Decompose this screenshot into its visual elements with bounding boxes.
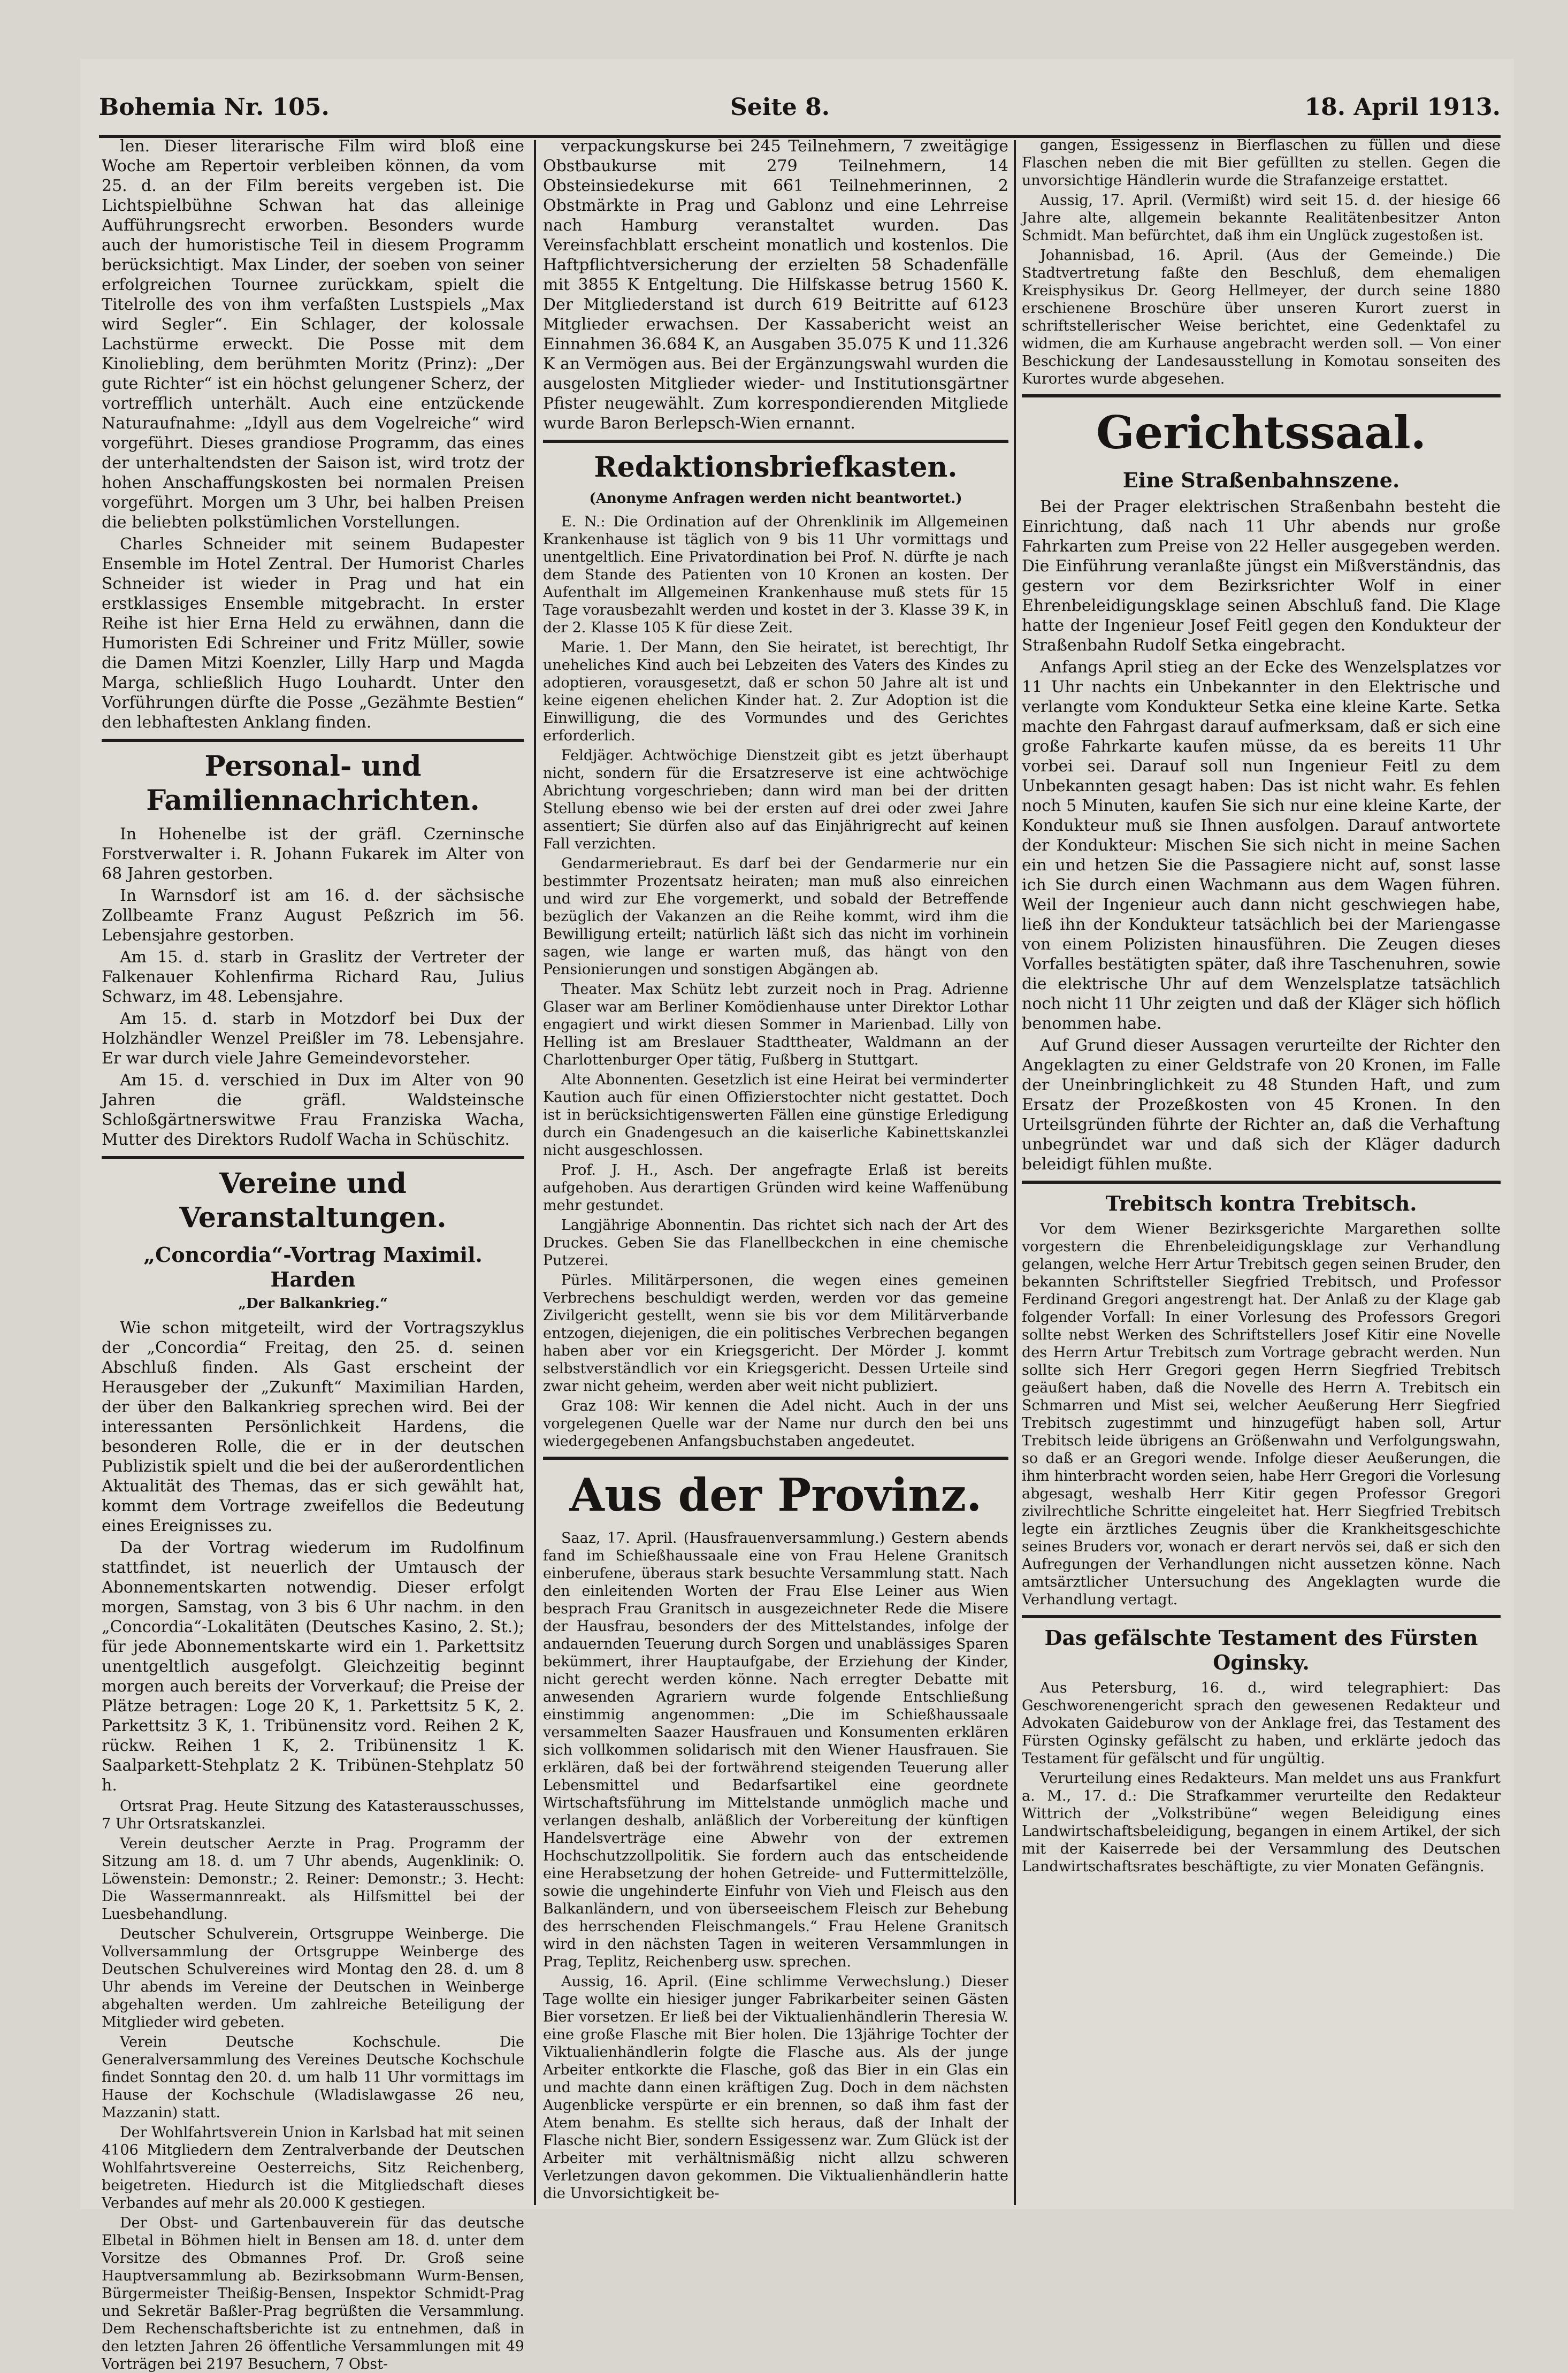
- article-heading-oginsky: Das gefälschte Testament des Fürsten Oginsky.: [1044, 1626, 1478, 1674]
- section-divider: [102, 739, 524, 742]
- masthead-issue: Bohemia Nr. 105.: [99, 94, 330, 121]
- article-subheading-concordia: „Der Balkankrieg.“: [238, 1296, 388, 1312]
- paragraph: Anfangs April stieg an der Ecke des Wenzelsplatzes vor 11 Uhr nachts ein Unbekannter in den Elektrische und verlangte vom Kondukteur Setka eine kleine Karte. Setka machte den Fahrgast darauf aufmerksam, daß er sich eine große Fahrkarte kaufen müsse, da es bereits 11 Uhr vorbei sei. Darauf soll nun Ingenieur Feitl zu dem Unbekannten gesagt haben: Das ist nicht wahr. Es fehlen noch 5 Minuten, kaufen Sie sich nur eine kleine Karte, der Kondukteur muß sie Ihnen ausfolgen. Darauf antwortete der Kondukteur: Mischen Sie sich nicht in meine Sachen ein und hetzen Sie die Passagiere nicht auf, sonst lasse ich Sie durch einen Wachmann aus dem Wagen führen. Weil der Ingenieur auch dann nicht geschwiegen habe, ließ ihn der Kondukteur tatsächlich bei der Mariengasse von einem Polizisten hinausführen. Die Zeugen dieses Vorfalles bestätigten später, daß ihre Taschenuhren, sowie die elektrische Uhr auf dem Wenzelsplatze tatsächlich noch nicht 11 Uhr zeigten und daß der Kläger sich höflich benommen habe.: [1022, 658, 1501, 1033]
- paragraph: Saaz, 17. April. (Hausfrauenversammlung.) Gestern abends fand im Schießhaussaale eine von Frau Helene Granitsch einberufene, überaus stark besuchte Versammlung statt. Nach den einleitenden Worten der Frau Else Leiner aus Wien besprach Frau Granitsch in ausgezeichneter Rede die Misere der Hausfrau, besonders der des Mittelstandes, infolge der andauernden Teuerung durch Sorgen und unablässiges Sparen bekümmert, ihrer Hauptaufgabe, der Erziehung der Kinder, nicht gerecht werden könne. Nach erregter Debatte mit anwesenden Agrariern wurde folgende Entschließung einstimmig angenommen: „Die im Schießhaussaale versammelten Saazer Hausfrauen und Konsumenten erklären sich vollkommen solidarisch mit den Wiener Hausfrauen. Sie erklären, daß bei der fortwährend steigenden Teuerung aller Lebensmittel und Bedarfsartikel eine geordnete Wirtschaftsführung im Mittelstande unmöglich mache und verlangen deshalb, anläßlich der Vorbereitung der künftigen Handelsverträge eine Abwehr von der extremen Hochschutzzollpolitik. Sie fordern auch das entscheidende eine Herabsetzung der hohen Getreide- und Futtermittelzölle, sowie die ungehinderte Einfuhr von Vieh und Fleisch aus den Balkanländern, und von überseeischem Fleisch zur Behebung des herrschenden Fleischmangels.“ Frau Helene Granitsch wird in den nächsten Tagen in weiteren Versammlungen in Prag, Teplitz, Reichenberg usw. sprechen.: [543, 1530, 1008, 1970]
- notice-item: Ortsrat Prag. Heute Sitzung des Katasterausschusses, 7 Uhr Ortsratskanzlei.: [102, 1798, 524, 1832]
- paragraph: Charles Schneider mit seinem Budapester Ensemble im Hotel Zentral. Der Humorist Charles Schneider ist wieder in Prag und hat ein erstklassiges Ensemble mitgebracht. In erster Reihe ist hier Erna Held zu erwähnen, dann die Humoristen Edi Schreiner und Fritz Müller, sowie die Damen Mitzi Koenzler, Lilly Harp und Magda Marga, schließlich Hugo Louhardt. Unter den Vorführungen dürfte die Posse „Gezähmte Bestien“ den lebhaftesten Anklang finden.: [102, 535, 524, 732]
- paragraph: In Warnsdorf ist am 16. d. der sächsische Zollbeamte Franz August Peßzrich im 56. Lebensjahre gestorben.: [102, 886, 524, 945]
- notice-item: Deutscher Schulverein, Ortsgruppe Weinberge. Die Vollversammlung der Ortsgruppe Weinberge des Deutschen Schulvereines wird Montag den 28. d. um 8 Uhr abends im Vereine der Deutschen in Weinberge abgehalten werden. Um zahlreiche Beteiligung der Mitglieder wird gebeten.: [102, 1926, 524, 2031]
- notice-item: Verein Deutsche Kochschule. Die Generalversammlung des Vereines Deutsche Kochschule findet Sonntag den 20. d. um halb 11 Uhr vormittags im Hause der Kochschule (Wladislawgasse 26 neu, Mazzanin) statt.: [102, 2034, 524, 2121]
- article-heading-concordia: „Concordia“-Vortrag Maximil. Harden: [143, 1243, 483, 1291]
- section-divider: [543, 440, 1008, 443]
- paragraph: Vor dem Wiener Bezirksgerichte Margarethen sollte vorgestern die Ehrenbeleidigungsklage zur Verhandlung gelangen, welche Herr Artur Trebitsch gegen seinen Bruder, den bekannten Schriftsteller Siegfried Trebitsch, und Professor Ferdinand Gregori angestrengt hat. Der Anlaß zu der Klage gab folgender Vorfall: In einer Vorlesung des Professors Gregori sollte nebst Werken des Schriftstellers Josef Kitir eine Novelle des Herrn Artur Trebitsch zum Vortrage gebracht werden. Nun sollte sich Herr Gregori gegen Herrn Siegfried Trebitsch geäußert haben, daß die Novelle des Herrn A. Trebitsch ein Schmarren und Mist sei, welcher Aeußerung Herr Siegfried Trebitsch zugestimmt und hinzugefügt haben soll, Artur Trebitsch leide übrigens an Größenwahn und Verfolgungswahn, so daß er an Gregori wende. Infolge dieser Aeußerungen, die ihm hinterbracht worden seien, habe Herr Gregori die Vorlesung abgesagt, weshalb Herr Kitir gegen Professor Gregori zivilrechtliche Schritte eingeleitet hat. Herr Siegfried Trebitsch legte ein ärztliches Zeugnis über die Krankheitsgeschichte seines Bruders vor, wonach er derart nervös sei, daß er sich den Aufregungen der Verhandlungen nicht aussetzen könne. Nach amtsärztlicher Untersuchung des Angeklagten wurde die Verhandlung vertagt.: [1022, 1221, 1501, 1608]
- paragraph: Da der Vortrag wiederum im Rudolfinum stattfindet, ist neuerlich der Umtausch der Abonnementskarten notwendig. Dieser erfolgt morgen, Samstag, von 3 bis 6 Uhr nachm. in den „Concordia“-Lokalitäten (Deutsches Kasino, 2. St.); für jede Abonnementskarte wird ein 1. Parkettsitz unentgeltlich ausgefolgt. Gleichzeitig beginnt morgen auch bereits der Vorverkauf; die Preise der Plätze betragen: Loge 20 K, 1. Parkettsitz 5 K, 2. Parkettsitz 3 K, 1. Tribünensitz vord. Reihen 2 K, rückw. Reihen 1 K, 2. Tribünensitz 1 K. Saalparkett-Stehplatz 2 K. Tribünen-Stehplatz 50 h.: [102, 1538, 524, 1795]
- letter-reply: Graz 108: Wir kennen die Adel nicht. Auch in der uns vorgelegenen Quelle war der Name nur durch den bei uns wiedergegebenen Anfangsbuchstaben angedeutet.: [543, 1398, 1008, 1450]
- paragraph: len. Dieser literarische Film wird bloß eine Woche am Repertoir verbleiben können, da vom 25. d. an der Film bereits vergeben ist. Die Lichtspielbühne Schwan hat das alleinige Aufführungsrecht erworben. Besonders wurde auch der humoristische Teil in diesem Programm berücksichtigt. Max Linder, der soeben von seiner erfolgreichen Tournee zurückkam, spielt die Titelrolle des von ihm verfaßten Lustspiels „Max wird Segler“. Ein Schlager, der kolossale Lachstürme erweckt. Die Posse mit dem Kinoliebling, dem berühmten Moritz (Prinz): „Der gute Richter“ ist ein höchst gelungener Scherz, der vortrefflich unterhält. Auch eine entzückende Naturaufnahme: „Idyll aus dem Vogelreiche“ wird vorgeführt. Dieses grandiose Programm, das eines der unterhaltendsten der Saison ist, wird trotz der hohen Anschaffungskosten bei normalen Preisen vorgeführt. Morgen um 3 Uhr, bei halben Preisen die beliebten polkstümlichen Vorstellungen.: [102, 137, 524, 532]
- section-heading-vereine: Vereine und Veranstaltungen.: [179, 1167, 447, 1234]
- letter-reply: Marie. 1. Der Mann, den Sie heiratet, ist berechtigt, Ihr uneheliches Kind auch bei Lebzeiten des Vaters des Kindes zu adoptieren, vorausgesetzt, daß er schon 50 Jahre alt ist und keine eigenen ehelichen Kinder hat. 2. Zur Adoption ist die Einwilligung, die des Vormundes und des Gerichtes erforderlich.: [543, 639, 1008, 744]
- letter-reply: Pürles. Militärpersonen, die wegen eines gemeinen Verbrechens beschuldigt werden, werden vor das gemeine Zivilgericht gestellt, wenn sie bis vor dem Militärverbande entzogen, diejenigen, die ein politisches Verbrechen begangen haben aber vor ein Kriegsgericht. Der Mörder J. kommt selbstverständlich vor ein Kriegsgericht. Dessen Urteile sind zwar nicht geheim, werden aber weit nicht publiziert.: [543, 1272, 1008, 1395]
- paragraph: Verurteilung eines Redakteurs. Man meldet uns aus Frankfurt a. M., 17. d.: Die Strafkammer verurteilte den Redakteur Wittrich der „Volkstribüne“ wegen Beleidigung eines Landwirtschaftsbeleidigung, begangen in einem Artikel, der sich mit der Kaiserrede bei der Versammlung des Deutschen Landwirtschaftsrates beschäftigte, zu vier Monaten Gefängnis.: [1022, 1770, 1501, 1875]
- paragraph: Bei der Prager elektrischen Straßenbahn besteht die Einrichtung, daß nach 11 Uhr abends nur große Fahrkarten zum Preise von 22 Heller ausgegeben werden. Die Einführung veranlaßte jüngst ein Mißverständnis, das gestern vor dem Bezirksrichter Wolf in einer Ehrenbeleidigungsklage seinen Abschluß fand. Die Klage hatte der Ingenieur Josef Feitl gegen den Kondukteur der Straßenbahn Rudolf Setka eingebracht.: [1022, 497, 1501, 655]
- section-divider: [102, 1156, 524, 1159]
- column-rule-1: [534, 140, 536, 2205]
- section-heading-gerichtssaal: Gerichtssaal.: [1096, 406, 1426, 459]
- paragraph: Johannisbad, 16. April. (Aus der Gemeinde.) Die Stadtvertretung faßte den Beschluß, dem ehemaligen Kreisphysikus Dr. Georg Hellmeyer, der durch seine 1880 erschienene Broschüre über unseren Kurort zuerst in schriftstellerischer Weise berichtet, eine Gedenktafel zu widmen, die am Kurhause angebracht werden soll. — Von einer Beschickung der Landesausstellung in Komotau sonseiten des Kurortes wurde abgesehen.: [1022, 247, 1501, 387]
- letter-reply: E. N.: Die Ordination auf der Ohrenklinik im Allgemeinen Krankenhause ist täglich von 9 bis 11 Uhr vormittags und unentgeltlich. Eine Privatordination bei Prof. N. dürfte je nach dem Stande des Patienten von 10 Kronen an kosten. Der Aufenthalt im Allgemeinen Krankenhause muß stets für 15 Tage vorausbezahlt werden und kostet in der 3. Klasse 39 K, in der 2. Klasse 105 K für diese Zeit.: [543, 514, 1008, 636]
- paragraph: Am 15. d. starb in Graslitz der Vertreter der Falkenauer Kohlenfirma Richard Rau, Julius Schwarz, im 48. Lebensjahre.: [102, 948, 524, 1006]
- section-note-redaktion: (Anonyme Anfragen werden nicht beantwortet.): [589, 491, 962, 507]
- paragraph: Aussig, 16. April. (Eine schlimme Verwechslung.) Dieser Tage wollte ein hiesiger junger Fabrikarbeiter seinen Gästen Bier vorsetzen. Er ließ bei der Viktualienhändlerin Theresia W. eine große Flasche mit Bier holen. Die 13jährige Tochter der Viktualienhändlerin folgte die Flasche aus. Als der junge Arbeiter entkorkte die Flasche, goß das Bier in ein Glas ein und machte dann einen kräftigen Zug. Doch in dem nächsten Augenblicke verspürte er ein brennen, so daß ihm fast der Atem benahm. Es stellte sich heraus, daß der Inhalt der Flasche nicht Bier, sondern Essigessenz war. Zum Glück ist der Arbeiter mit verhältnismäßig nicht allzu schweren Verletzungen davon gekommen. Die Viktualienhändlerin hatte die Unvorsichtigkeit be-: [543, 1973, 1008, 2202]
- notice-item: Der Obst- und Gartenbauverein für das deutsche Elbetal in Böhmen hielt in Bensen am 18. d. unter dem Vorsitze des Obmannes Prof. Dr. Groß seine Hauptversammlung ab. Bezirksobmann Wurm-Bensen, Bürgermeister Theißig-Bensen, Inspektor Schmidt-Prag und Sekretär Baßler-Prag begrüßten die Versammlung. Dem Rechenschaftsberichte ist zu entnehmen, daß in den letzten Jahren 26 öffentliche Versammlungen mit 49 Vorträgen bei 2197 Besuchern, 7 Obst-: [102, 2215, 524, 2372]
- column-3: [1022, 136, 1501, 2212]
- masthead: [99, 83, 1501, 136]
- letter-reply: Langjährige Abonnentin. Das richtet sich nach der Art des Druckes. Geben Sie das Flanellbeckchen in eine chemische Putzerei.: [543, 1217, 1008, 1269]
- paragraph: In Hohenelbe ist der gräfl. Czerninsche Forstverwalter i. R. Johann Fukarek im Alter von 68 Jahren gestorben.: [102, 825, 524, 883]
- section-heading-provinz: Aus der Provinz.: [569, 1468, 982, 1521]
- paragraph: verpackungskurse bei 245 Teilnehmern, 7 zweitägige Obstbaukurse mit 279 Teilnehmern, 14 Obsteinsiedekurse mit 661 Teilnehmerinnen, 2 Obstmärkte in Prag und Gablonz und eine Lehrreise nach Hamburg veranstaltet wurden. Das Vereinsfachblatt erscheint monatlich und kostenlos. Die Haftpflichtversicherung der erzielten 58 Schadenfälle mit 3855 K Entgeltung. Die Hilfskasse betrug 1560 K. Der Mitgliederstand ist durch 619 Beitritte auf 6123 Mitglieder erwachsen. Der Kassabericht weist an Einnahmen 36.684 K, an Ausgaben 35.075 K und 11.326 K an Vermögen aus. Bei der Ergänzungswahl wurden die ausgelosten Mitglieder wieder- und Institutionsgärtner Pfister neugewählt. Zum korrespondierenden Mitgliede wurde Baron Berlepsch-Wien ernannt.: [543, 137, 1008, 433]
- notice-item: Verein deutscher Aerzte in Prag. Programm der Sitzung am 18. d. um 7 Uhr abends, Augenklinik: O. Löwenstein: Demonstr.; 2. Reiner: Demonstr.; 3. Hecht: Die Wassermannreakt. als Hilfsmittel bei der Luesbehandlung.: [102, 1835, 524, 1923]
- column-rule-2: [1014, 140, 1016, 2205]
- letter-reply: Gendarmeriebraut. Es darf bei der Gendarmerie nur ein bestimmter Prozentsatz heiraten; man muß also einreichen und wird zur Ehe vorgemerkt, und sobald der Betreffende bezüglich der Vakanzen an die Reihe kommt, wird ihm die Bewilligung erteilt; natürlich läßt sich das nicht im vorhinein sagen, wie lange er warten muß, das hängt von den Pensionierungen und sonstigen Abgängen ab.: [543, 855, 1008, 978]
- section-divider: [1022, 394, 1501, 397]
- paragraph: Auf Grund dieser Aussagen verurteilte der Richter den Angeklagten zu einer Geldstrafe von 20 Kronen, im Falle der Uneinbringlichkeit zu 48 Stunden Haft, und zum Ersatz der Prozeßkosten von 45 Kronen. In den Urteilsgründen führte der Richter an, daß die Verhaftung unbegründet war und daß sich der Kläger dadurch beleidigt fühlen mußte.: [1022, 1036, 1501, 1174]
- paragraph: Am 15. d. verschied in Dux im Alter von 90 Jahren die gräfl. Waldsteinsche Schloßgärtnerswitwe Frau Franziska Wacha, Mutter des Direktors Rudolf Wacha in Schüschitz.: [102, 1071, 524, 1149]
- paragraph: Aus Petersburg, 16. d., wird telegraphiert: Das Geschworenengericht sprach den gewesenen Redakteur und Advokaten Gaideburow von der Anklage frei, das Testament des Fürsten Oginsky gefälscht zu haben, und erklärte jedoch das Testament für gefälscht und für ungültig.: [1022, 1680, 1501, 1767]
- section-heading-personal: Personal- und Familiennachrichten.: [146, 750, 480, 817]
- letter-reply: Prof. J. H., Asch. Der angefragte Erlaß ist bereits aufgehoben. Aus derartigen Gründen wird keine Waffenübung mehr gestundet.: [543, 1162, 1008, 1214]
- paragraph: Wie schon mitgeteilt, wird der Vortragszyklus der „Concordia“ Freitag, den 25. d. seinen Abschluß finden. Als Gast erscheint der Herausgeber der „Zukunft“ Maximilian Harden, der über den Balkankrieg sprechen wird. Bei der interessanten Persönlichkeit Hardens, die besonderen Rolle, die er in der deutschen Publizistik spielt und die bei der außerordentlichen Aktualität des Themas, das er sich gewählt hat, kommt dem Vortrage zweifellos die Bedeutung eines Ereignisses zu.: [102, 1319, 524, 1535]
- paragraph: Aussig, 17. April. (Vermißt) wird seit 15. d. der hiesige 66 Jahre alte, allgemein bekannte Realitätenbesitzer Anton Schmidt. Man befürchtet, daß ihm ein Unglück zugestoßen ist.: [1022, 192, 1501, 244]
- article-heading-strassenbahn: Eine Straßenbahnszene.: [1122, 468, 1400, 492]
- section-divider: [1022, 1615, 1501, 1618]
- section-divider: [1022, 1181, 1501, 1184]
- article-heading-trebitsch: Trebitsch kontra Trebitsch.: [1105, 1191, 1417, 1215]
- masthead-date: 18. April 1913.: [1304, 94, 1501, 121]
- notice-item: Der Wohlfahrtsverein Union in Karlsbad hat mit seinen 4106 Mitgliedern dem Zentralverbande der Deutschen Wohlfahrtsvereine Oesterreichs, Sitz Reichenberg, beigetreten. Hiedurch ist die Mitgliedschaft dieses Verbandes auf mehr als 20.000 K gestiegen.: [102, 2124, 524, 2211]
- masthead-page-number: Seite 8.: [730, 94, 830, 121]
- paragraph: Am 15. d. starb in Motzdorf bei Dux der Holzhändler Wenzel Preißler im 78. Lebensjahre. Er war durch viele Jahre Gemeindevorsteher.: [102, 1009, 524, 1068]
- paragraph: gangen, Essigessenz in Bierflaschen zu füllen und diese Flaschen neben die mit Bier gefüllten zu stellen. Gegen die unvorsichtige Händlerin wurde die Strafanzeige erstattet.: [1022, 137, 1501, 189]
- column-2: [543, 136, 1008, 2212]
- section-divider: [543, 1457, 1008, 1460]
- section-heading-redaktion: Redaktionsbriefkasten.: [594, 451, 958, 484]
- letter-reply: Theater. Max Schütz lebt zurzeit noch in Prag. Adrienne Glaser war am Berliner Komödienhause unter Direktor Lothar engagiert und wirkt diesen Sommer in Marienbad. Lilly von Helling ist am Breslauer Stadttheater, Waldmann an der Charlottenburger Oper tätig, Fußberg in Stuttgart.: [543, 981, 1008, 1068]
- column-1: [102, 136, 524, 2372]
- letter-reply: Alte Abonnenten. Gesetzlich ist eine Heirat bei verminderter Kaution auch für einen Offizierstochter nicht gestattet. Doch ist in berücksichtigenswerten Fällen eine günstige Erledigung durch ein Gnadengesuch an die kaiserliche Kabinettskanzlei nicht ausgeschlossen.: [543, 1071, 1008, 1159]
- letter-reply: Feldjäger. Achtwöchige Dienstzeit gibt es jetzt überhaupt nicht, sondern für die Ersatzreserve ist eine achtwöchige Abrichtung vorgeschrieben; dann wird man bei der dritten Stellung ebenso wie bei der ersten auf drei oder zwei Jahre assentiert; Sie dürfen also auf das Einjährigrecht auf keinen Fall verzichten.: [543, 747, 1008, 852]
